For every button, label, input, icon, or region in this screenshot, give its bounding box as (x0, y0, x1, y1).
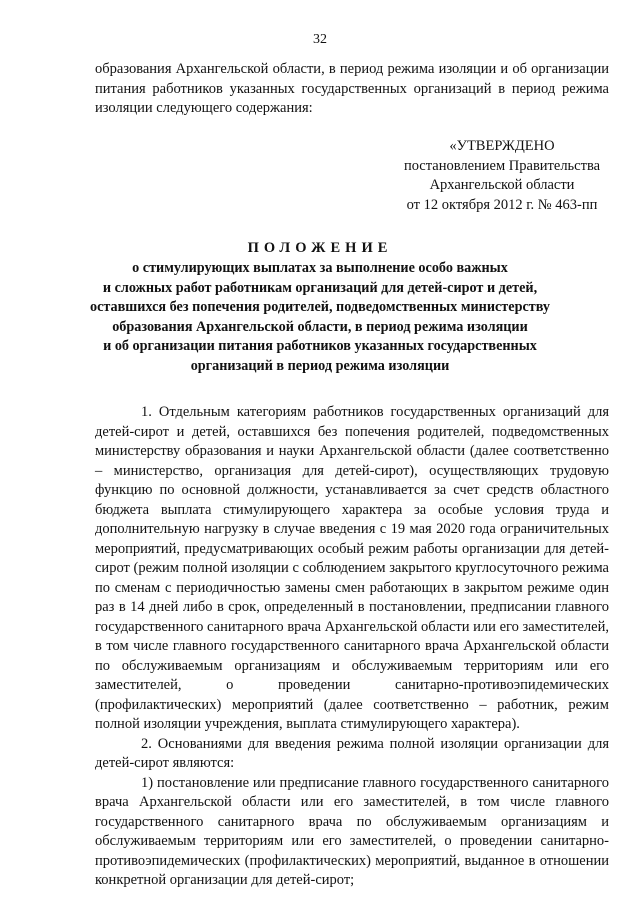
document-title: ПОЛОЖЕНИЕ (247, 240, 393, 256)
subtitle-line: о стимулирующих выплатах за выполнение особо важных (132, 260, 508, 276)
approval-line: «УТВЕРЖДЕНО (449, 138, 555, 154)
document-subtitle (80, 259, 560, 376)
document-body (95, 403, 609, 891)
subtitle-line: организаций в период режима изоляции (190, 357, 450, 374)
approval-stamp (382, 137, 622, 215)
body-paragraph: 1. Отдельным категориям работников государственных организаций для детей-сирот и детей, оставшихся без попечения родителей, подведомственных министерству образования и науки Архангельской области (далее соответственно – министерство, организация для детей-сирот), осуществляющих трудовую функцию по основной должности, устанавливается за счет средств областного бюджета выплата стимулирующего характера за особые условия труда и дополнительную нагрузку в случае введения с 19 мая 2020 года ограничительных мероприятий, предусматривающих особый режим работы организации для детей-сирот (режим полной изоляции с соблюдением закрытого круглосуточного режима по сменам с периодичностью замены смен работающих в закрытом режиме один раз в 14 дней либо в срок, определенный в постановлении, предписании главного государственного санитарного врача Архангельской области или его заместителей, в том числе главного государственного санитарного врача Архангельской области по обслуживаемым организациям и обслуживаемым территориям или его заместителей, о проведении санитарно-противоэпидемических (профилактических) мероприятий (далее соответственно – работник, режим полной изоляции учреждения, выплата стимулирующего характера). (95, 404, 609, 732)
approval-line: постановлением Правительства (403, 157, 601, 174)
approval-line: от 12 октября 2012 г. № 463-пп (406, 196, 598, 213)
intro-paragraph: образования Архангельской области, в период режима изоляции и об организации питания работников указанных государственных организаций в период режима изоляции следующего содержания: (95, 61, 609, 116)
page-number: 32 (313, 32, 327, 47)
subtitle-line: образования Архангельской области, в период режима изоляции (112, 318, 528, 335)
subtitle-line: и об организации питания работников указанных государственных (103, 338, 537, 354)
approval-line: Архангельской области (429, 177, 575, 193)
subtitle-line: и сложных работ работникам организаций для детей-сирот и детей, (102, 279, 538, 296)
subtitle-line: оставшихся без попечения родителей, подведомственных министерству (89, 299, 550, 315)
body-paragraph: 1) постановление или предписание главного государственного санитарного врача Архангельской области или его заместителей, в том числе главного государственного санитарного врача по обслуживаемым организациям и обслуживаемым территориям или его заместителей, о проведении санитарно-противоэпидемических (профилактических) мероприятий, выданное в отношении конкретной организации для детей-сирот; (95, 774, 609, 888)
body-paragraph: 2. Основаниями для введения режима полной изоляции организации для детей-сирот являются: (95, 735, 609, 771)
